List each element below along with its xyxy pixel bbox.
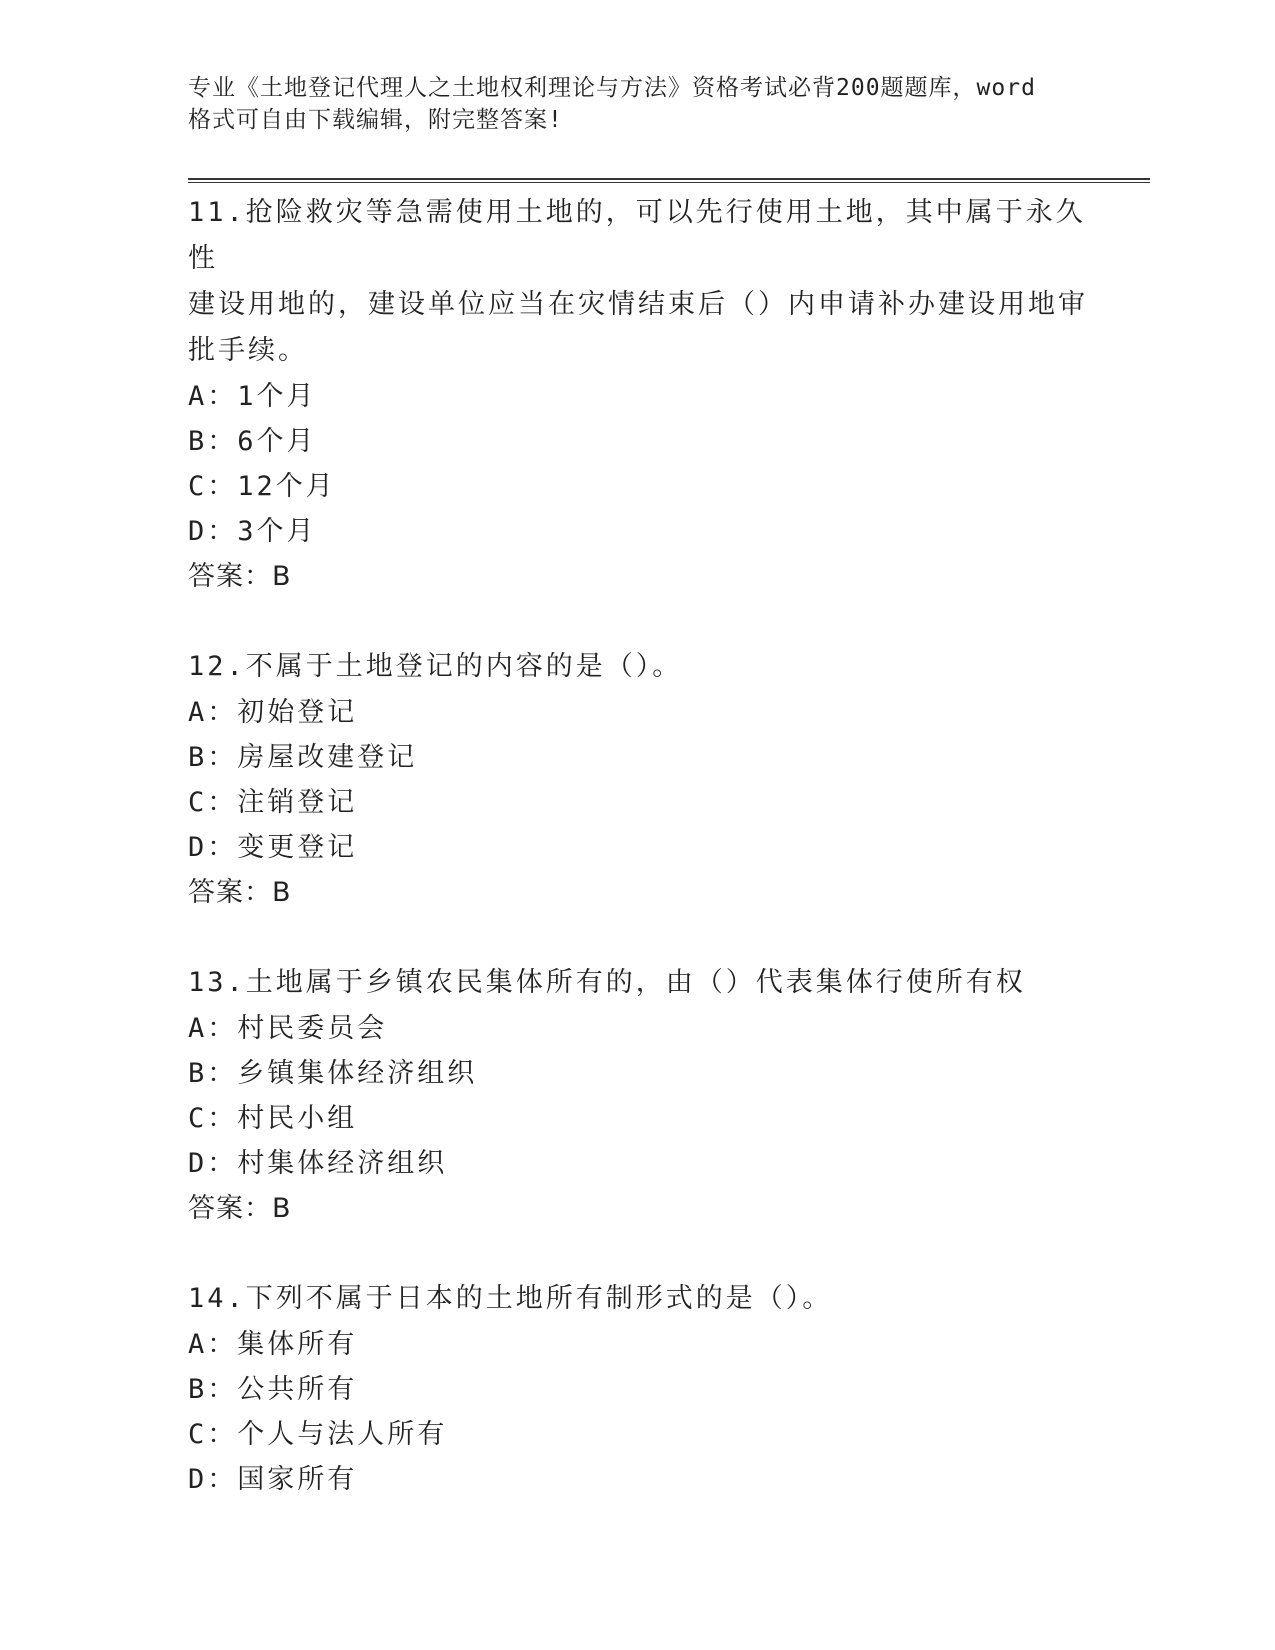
option-d: D：村集体经济组织 (188, 1148, 448, 1179)
option-c: C：个人与法人所有 (188, 1419, 448, 1450)
question-stem (188, 960, 1088, 1006)
option-c: C：12个月 (188, 471, 336, 502)
option-b: B：房屋改建登记 (188, 742, 418, 773)
header-divider (188, 178, 1150, 183)
stem-line: 12.不属于土地登记的内容的是（）。 (188, 651, 683, 682)
question-stem (188, 190, 1088, 374)
answer: 答案：B (188, 1193, 292, 1224)
answer: 答案：B (188, 561, 292, 592)
option-d: D：3个月 (188, 516, 317, 547)
option-b: B：6个月 (188, 426, 317, 457)
option-b: B：公共所有 (188, 1374, 358, 1405)
document-header (188, 72, 1088, 136)
header-line-1: 专业《土地登记代理人之土地权利理论与方法》资格考试必背200题题库，word (188, 75, 1036, 101)
option-d: D：国家所有 (188, 1464, 358, 1495)
option-c: C：村民小组 (188, 1103, 358, 1134)
question-stem (188, 1276, 1088, 1322)
answer: 答案：B (188, 877, 292, 908)
option-a: A：1个月 (188, 381, 317, 412)
stem-line: 批手续。 (188, 335, 308, 366)
stem-line: 11.抢险救灾等急需使用土地的，可以先行使用土地，其中属于永久性 (188, 197, 1086, 274)
stem-line: 建设用地的，建设单位应当在灾情结束后（）内申请补办建设用地审 (188, 289, 1088, 320)
question-list (188, 190, 1088, 1546)
header-line-2: 格式可自由下载编辑，附完整答案! (188, 107, 563, 133)
option-a: A：初始登记 (188, 697, 358, 728)
question-12 (188, 644, 1088, 916)
question-14 (188, 1276, 1088, 1502)
stem-line: 14.下列不属于日本的土地所有制形式的是（）。 (188, 1283, 833, 1314)
question-stem (188, 644, 1088, 690)
stem-line: 13.土地属于乡镇农民集体所有的，由（）代表集体行使所有权 (188, 967, 1026, 998)
option-a: A：村民委员会 (188, 1013, 388, 1044)
option-c: C：注销登记 (188, 787, 358, 818)
option-d: D：变更登记 (188, 832, 358, 863)
option-b: B：乡镇集体经济组织 (188, 1058, 478, 1089)
question-11 (188, 190, 1088, 600)
option-a: A：集体所有 (188, 1329, 358, 1360)
question-13 (188, 960, 1088, 1232)
